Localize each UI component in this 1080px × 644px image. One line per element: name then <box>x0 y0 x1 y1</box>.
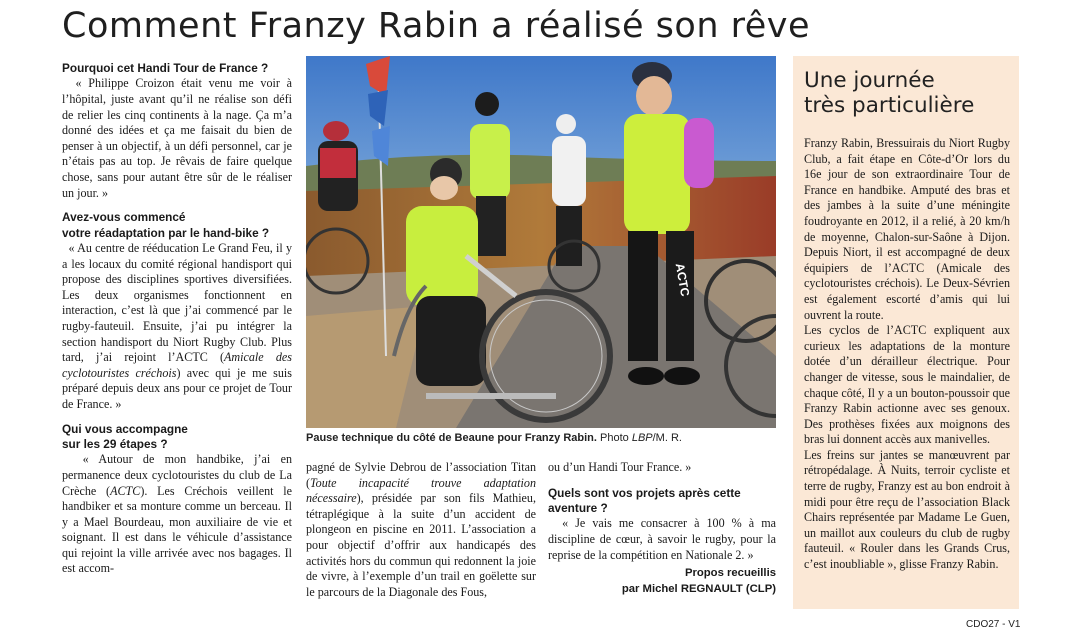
question-heading: Quels sont vos projets après cette aventure ? <box>548 485 741 515</box>
question-heading: Qui vous accompagne sur les 29 étapes ? <box>62 421 188 451</box>
continued-paragraph: pagné de Sylvie Debrou de l’association Titan (Toute incapacité trouve adaptation nécessaire), présidée par son fils Mathieu, tétraplégique à la suite d’un accident de plongeon en piscine en 2011. L’association a pour objectif d’offrir aux handicapés des activités hors du commun qui redonnent la joie de vivre, à l’exemple d’un trail en goëlette sur le parcours de la Diagonale des Fous, <box>306 460 536 599</box>
article-column-2 <box>306 460 536 600</box>
article-headline: Comment Franzy Rabin a réalisé son rêve <box>62 6 811 46</box>
author-signature: Propos recueillis par Michel REGNAULT (CLP) <box>621 567 776 595</box>
answer-paragraph: « Autour de mon handbike, j’ai en permanence deux cyclotouristes du club de La Crèche (ACTC). Les Créchois veillent le handbiker et sa monture comme un berceau. Il y a Mael Bourdeau, mon auxiliaire de vie et soignant. Il est dans le véhicule d’assistance qui rejoint la ville arrivée avec nos bagages. Il est accom- <box>62 452 293 576</box>
photo-credit: Photo LBP/M. R. <box>600 432 682 444</box>
question-heading: Pourquoi cet Handi Tour de France ? <box>62 61 269 75</box>
continued-paragraph: ou d’un Handi Tour France. » <box>548 460 692 474</box>
sidebar-title: Une journée très particulière <box>804 68 975 118</box>
cyclists-photo-illustration <box>306 56 776 428</box>
answer-paragraph: « Philippe Croizon était venu me voir à l’hôpital, juste avant qu’il ne réalise son défi de relier les cinq continents à la nage. Ça m’a donné des idées et ça me faisait du bien de penser à un objectif, à un défi personnel, car je n’étais pas au top. Je rêvais de faire quelque chose, sans pour autant être sûr de le réaliser un jour. » <box>62 76 293 200</box>
sidebar-paragraph: Franzy Rabin, Bressuirais du Niort Rugby Club, a fait étape en Côte-d’Or lors du 16e jour de son extraordinaire Tour de France en handbike. Amputé des bras et des jambes à la suite d’une méningite foudroyante en 2012, il a relié, à 20 km/h de moyenne, Chalon-sur-Saône à Dijon. Depuis Niort, il est accompagné de deux équipiers de l’ACTC (Amicale des cyclotouristes créchois). Le Deux-Sévrien est également escorté d’amis qui lui ouvrent la route. <box>804 136 1010 322</box>
article-column-3 <box>548 460 776 597</box>
sidebar-paragraph: Les freins sur jantes se manœuvrent par rétropédalage. À Nuits, terroir cycliste et terre de rugby, Franzy est au bon endroit à midi pour être reçu de l’association Black Chairs représentée par Madame Le Guen, un maillot aux couleurs du club de rugby fauteuil. « Rouler dans les Grands Crus, c’est inoubliable », glisse Franzy Rabin. <box>804 447 1010 572</box>
sidebar-box <box>793 56 1019 609</box>
article-column-1 <box>62 61 292 577</box>
sidebar-paragraph: Les cyclos de l’ACTC expliquent aux curieux les adaptations de la monture dotée d’un dérailleur électrique. Pour changer de vitesse, sous le maindalier, de chaque côté, Il y a un bouton-poussoir que Franzy Rabin actionne avec ses genoux. Des prothèses fixées aux moignons des bras lui donnent accès aux manivelles. <box>804 323 1010 447</box>
answer-paragraph: « Au centre de rééducation Le Grand Feu, il y a les locaux du comité régional handisport qui propose des disciplines sportives diversifiées. Les deux organismes fonctionnent en interaction, c’est là que j’ai commencé par le rugby-fauteuil. Ensuite, j’ai pu intégrer la section handisport du Niort Rugby Club. Plus tard, j’ai rejoint l’ACTC (Amicale des cyclotouristes créchois) avec qui je me suis préparé depuis deux ans pour ce projet de Tour de France. » <box>62 240 292 411</box>
article-photo <box>306 56 776 428</box>
photo-caption: Pause technique du côté de Beaune pour Franzy Rabin. Photo LBP/M. R. <box>306 432 682 444</box>
answer-paragraph: « Je vais me consacrer à 100 % à ma discipline de cœur, à savoir le rugby, pour la reprise de la compétition en Nationale 2. » <box>548 516 777 562</box>
sidebar-body <box>804 136 1010 573</box>
svg-text:ACTC: ACTC <box>672 262 693 298</box>
question-heading: Avez-vous commencé votre réadaptation par le hand-bike ? <box>62 210 270 240</box>
page-footer: CDO27 - V1 <box>966 619 1021 630</box>
